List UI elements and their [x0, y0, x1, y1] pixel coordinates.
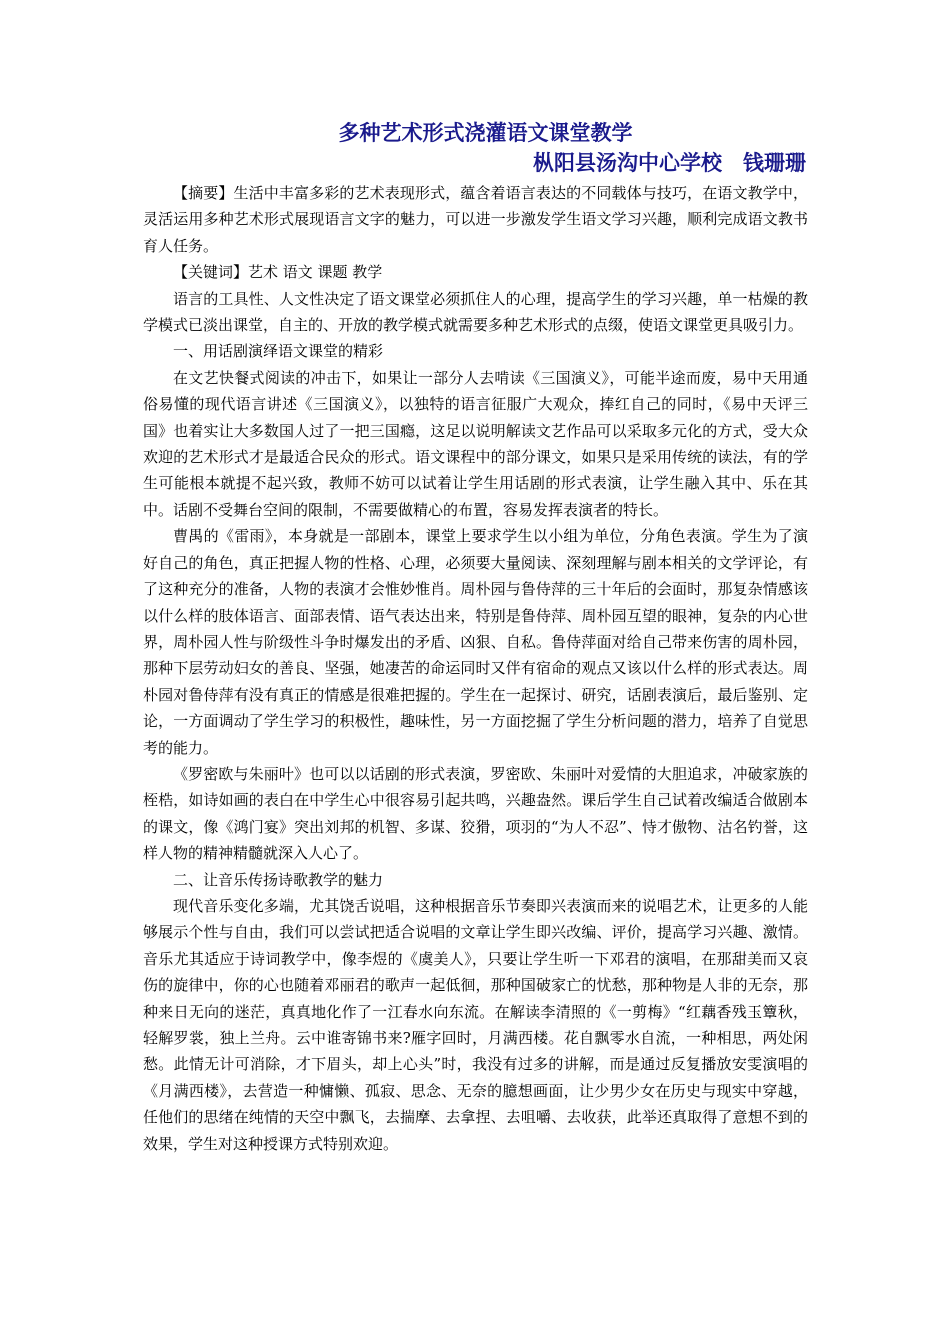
section-heading: 一、用话剧演绎语文课堂的精彩 — [173, 342, 384, 361]
body-paragraph: 现代音乐变化多端，尤其饶舌说唱，这种根据音乐节奏即兴表演而来的说唱艺术，让更多的人能够展示个性与自由，我们可以尝试把适合说唱的文章让学生即兴改编、评价，提高学习兴趣、激情。音乐尤其适应于诗词教学中，像李煜的《虞美人》，只要让学生听一下邓君的演唱，在那甜美而又哀伤的旋律中，你的心也随着邓丽君的歌声一起低徊，那种国破家亡的忧愁，那种物是人非的无奈，那种来日无向的迷茫，真真地化作了一江春水向东流。在解读李清照的《一剪梅》“红藕香残玉簟秋，轻解罗裳，独上兰舟。云中谁寄锦书来?雁字回时，月满西楼。花自飘零水自流，一种相思，两处闲愁。此情无计可消除，才下眉头，却上心头”时，我没有过多的讲解，而是通过反复播放安雯演唱的《月满西楼》，去营造一种慵懒、孤寂、思念、无奈的臆想画面，让少男少女在历史与现实中穿越，任他们的思绪在纯情的天空中飘飞，去揣摩、去拿捏、去咀嚼、去收获，此举还真取得了意想不到的效果，学生对这种授课方式特别欢迎。 — [143, 896, 808, 1153]
body-paragraph: 曹禺的《雷雨》，本身就是一部剧本，课堂上要求学生以小组为单位，分角色表演。学生为了演好自己的角色，真正把握人物的性格、心理，必须要大量阅读、深刻理解与剧本相关的文学评论，有了这种充分的准备，人物的表演才会惟妙惟肖。周朴园与鲁侍萍的三十年后的会面时，那复杂情感该以什么样的肢体语言、面部表情、语气表达出来，特别是鲁侍萍、周朴园互望的眼神，复杂的内心世界，周朴园人性与阶级性斗争时爆发出的矛盾、凶狠、自私。鲁侍萍面对给自己带来伤害的周朴园，那种下层劳动妇女的善良、坚强，她凄苦的命运同时又伴有宿命的观点又该以什么样的形式表达。周朴园对鲁侍萍有没有真正的情感是很难把握的。学生在一起探讨、研究，话剧表演后，最后鉴别、定论，一方面调动了学生学习的积极性，趣味性，另一方面挖掘了学生分析问题的潜力，培养了自觉思考的能力。 — [143, 527, 808, 757]
keywords-paragraph: 【关键词】艺术 语文 课题 教学 — [173, 263, 383, 282]
body-paragraph: 在文艺快餐式阅读的冲击下，如果让一部分人去啃读《三国演义》，可能半途而废，易中天用通俗易懂的现代语言讲述《三国演义》，以独特的语言征服广大观众，捧红自己的同时，《易中天评三国》也着实让大多数国人过了一把三国瘾，这足以说明解读文艺作品可以采取多元化的方式，受大众欢迎的艺术形式才是最适合民众的形式。语文课程中的部分课文，如果只是采用传统的读法，有的学生可能根本就提不起兴致，教师不妨可以试着让学生用话剧的形式表演，让学生融入其中、乐在其中。话剧不受舞台空间的限制，不需要做精心的布置，容易发挥表演者的特长。 — [143, 368, 808, 519]
document-title: 多种艺术形式浇灌语文课堂教学 — [338, 120, 633, 145]
section-heading: 二、让音乐传扬诗歌教学的魅力 — [173, 870, 384, 889]
body-paragraph: 《罗密欧与朱丽叶》也可以以话剧的形式表演，罗密欧、朱丽叶对爱情的大胆追求，冲破家族的桎梏，如诗如画的表白在中学生心中很容易引起共鸣，兴趣盎然。课后学生自己试着改编适合做剧本的课文，像《鸿门宴》突出刘邦的机智、多谋、狡猾，项羽的“为人不忍”、恃才傲物、沽名钓誉，这样人物的精神精髓就深入人心了。 — [143, 764, 808, 863]
body-paragraph: 语言的工具性、人文性决定了语文课堂必须抓住人的心理，提高学生的学习兴趣，单一枯燥的教学模式已淡出课堂，自主的、开放的教学模式就需要多种艺术形式的点缀，使语文课堂更具吸引力。 — [143, 289, 808, 335]
document-page — [143, 118, 808, 1157]
abstract-paragraph: 【摘要】生活中丰富多彩的艺术表现形式，蕴含着语言表达的不同载体与技巧，在语文教学中，灵活运用多种艺术形式展现语言文字的魅力，可以进一步激发学生语文学习兴趣，顺利完成语文教书育人任务。 — [143, 184, 808, 255]
author-line: 枞阳县汤沟中心学校 钱珊珊 — [533, 150, 806, 175]
